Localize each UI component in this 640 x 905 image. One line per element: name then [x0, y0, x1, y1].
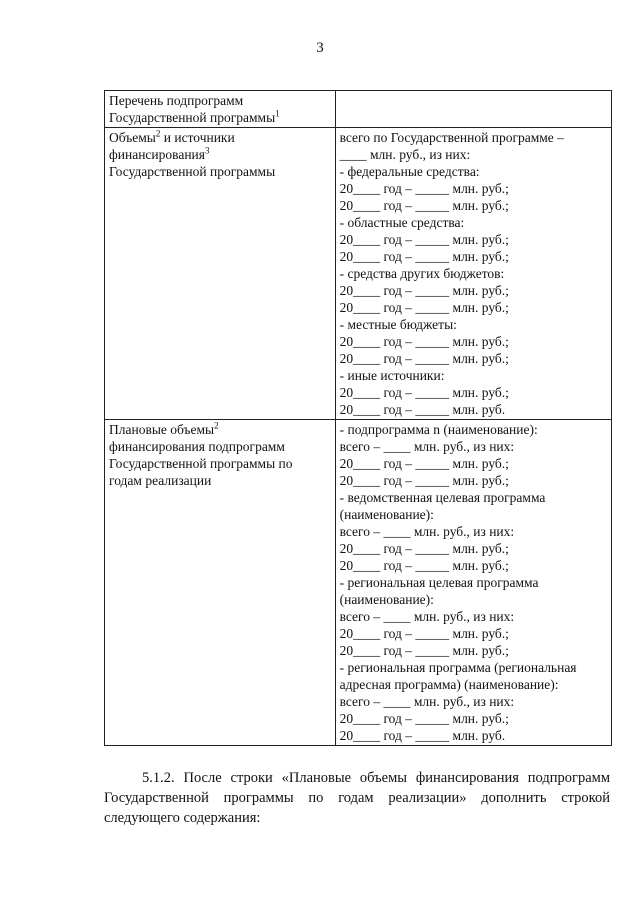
cell-line: 20____ год – _____ млн. руб.; — [339, 300, 509, 315]
table-row — [105, 420, 612, 746]
cell-line: 20____ год – _____ млн. руб.; — [339, 334, 509, 349]
cell-line: - местные бюджеты: — [339, 317, 457, 332]
cell-line: 20____ год – _____ млн. руб.; — [339, 643, 509, 658]
program-passport-table — [104, 90, 612, 746]
cell-line: всего по Государственной программе – — [339, 130, 564, 145]
cell-line: финансирования подпрограмм — [109, 439, 285, 454]
cell-line: всего – ____ млн. руб., из них: — [339, 524, 515, 539]
footnote-marker: 1 — [275, 108, 280, 119]
cell-line: 20____ год – _____ млн. руб.; — [339, 283, 509, 298]
cell-line: всего – ____ млн. руб., из них: — [339, 439, 515, 454]
cell-line: - средства других бюджетов: — [339, 266, 505, 281]
table-row — [105, 128, 612, 420]
planned-volumes-label — [105, 420, 336, 746]
cell-line: Плановые объемы$^2$ — [109, 420, 219, 437]
cell-line: 20____ год – _____ млн. руб.; — [339, 385, 509, 400]
cell-line: (наименование): — [339, 592, 434, 607]
subprograms-list-value — [335, 91, 611, 128]
cell-line: 20____ год – _____ млн. руб. — [339, 402, 506, 417]
subprograms-list-label — [105, 91, 336, 128]
cell-line: 20____ год – _____ млн. руб.; — [339, 181, 509, 196]
cell-line: - региональная программа (региональная — [339, 660, 577, 675]
cell-line: 20____ год – _____ млн. руб.; — [339, 198, 509, 213]
cell-line: (наименование): — [339, 507, 434, 522]
cell-line: Государственной программы — [109, 164, 276, 179]
amendment-paragraph — [104, 768, 610, 828]
cell-line: Перечень подпрограмм — [109, 93, 244, 108]
cell-line: 20____ год – _____ млн. руб.; — [339, 473, 509, 488]
funding-volumes-value — [335, 128, 611, 420]
page-number: 3 — [316, 40, 324, 56]
footnote-marker: 2 — [155, 128, 161, 139]
cell-line: 20____ год – _____ млн. руб.; — [339, 711, 509, 726]
cell-line: годам реализации — [109, 473, 212, 488]
cell-line: 20____ год – _____ млн. руб. — [339, 728, 506, 743]
cell-line: всего – ____ млн. руб., из них: — [339, 609, 515, 624]
funding-volumes-label — [105, 128, 336, 420]
cell-line: Государственной программы$^1$ — [109, 108, 280, 125]
cell-line: - региональная целевая программа — [339, 575, 539, 590]
table-row — [105, 91, 612, 128]
planned-volumes-value — [335, 420, 611, 746]
cell-line: Объемы$^2$ и источники — [109, 128, 235, 145]
cell-line: - иные источники: — [339, 368, 445, 383]
cell-line: ____ млн. руб., из них: — [339, 147, 471, 162]
footnote-marker: 2 — [214, 420, 219, 431]
cell-line: 20____ год – _____ млн. руб.; — [339, 232, 509, 247]
cell-line: - областные средства: — [339, 215, 465, 230]
cell-line: финансирования$^3$ — [109, 145, 210, 162]
cell-line: - подпрограмма n (наименование): — [339, 422, 538, 437]
cell-line: Государственной программы по — [109, 456, 293, 471]
cell-line: 20____ год – _____ млн. руб.; — [339, 249, 509, 264]
cell-line: адресная программа) (наименование): — [339, 677, 559, 692]
cell-line: 20____ год – _____ млн. руб.; — [339, 456, 509, 471]
cell-line: 20____ год – _____ млн. руб.; — [339, 541, 509, 556]
cell-line: - федеральные средства: — [339, 164, 480, 179]
cell-line: 20____ год – _____ млн. руб.; — [339, 558, 509, 573]
cell-line: всего – ____ млн. руб., из них: — [339, 694, 515, 709]
footnote-marker: 3 — [204, 145, 210, 156]
cell-line: 20____ год – _____ млн. руб.; — [339, 626, 509, 641]
cell-line: 20____ год – _____ млн. руб.; — [339, 351, 509, 366]
paragraph-text: 5.1.2. После строки «Плановые объемы финансирования подпрограмм Государственной программы по годам реализации» дополнить строкой следующего содержания: — [104, 770, 610, 826]
cell-line: - ведомственная целевая программа — [339, 490, 546, 505]
